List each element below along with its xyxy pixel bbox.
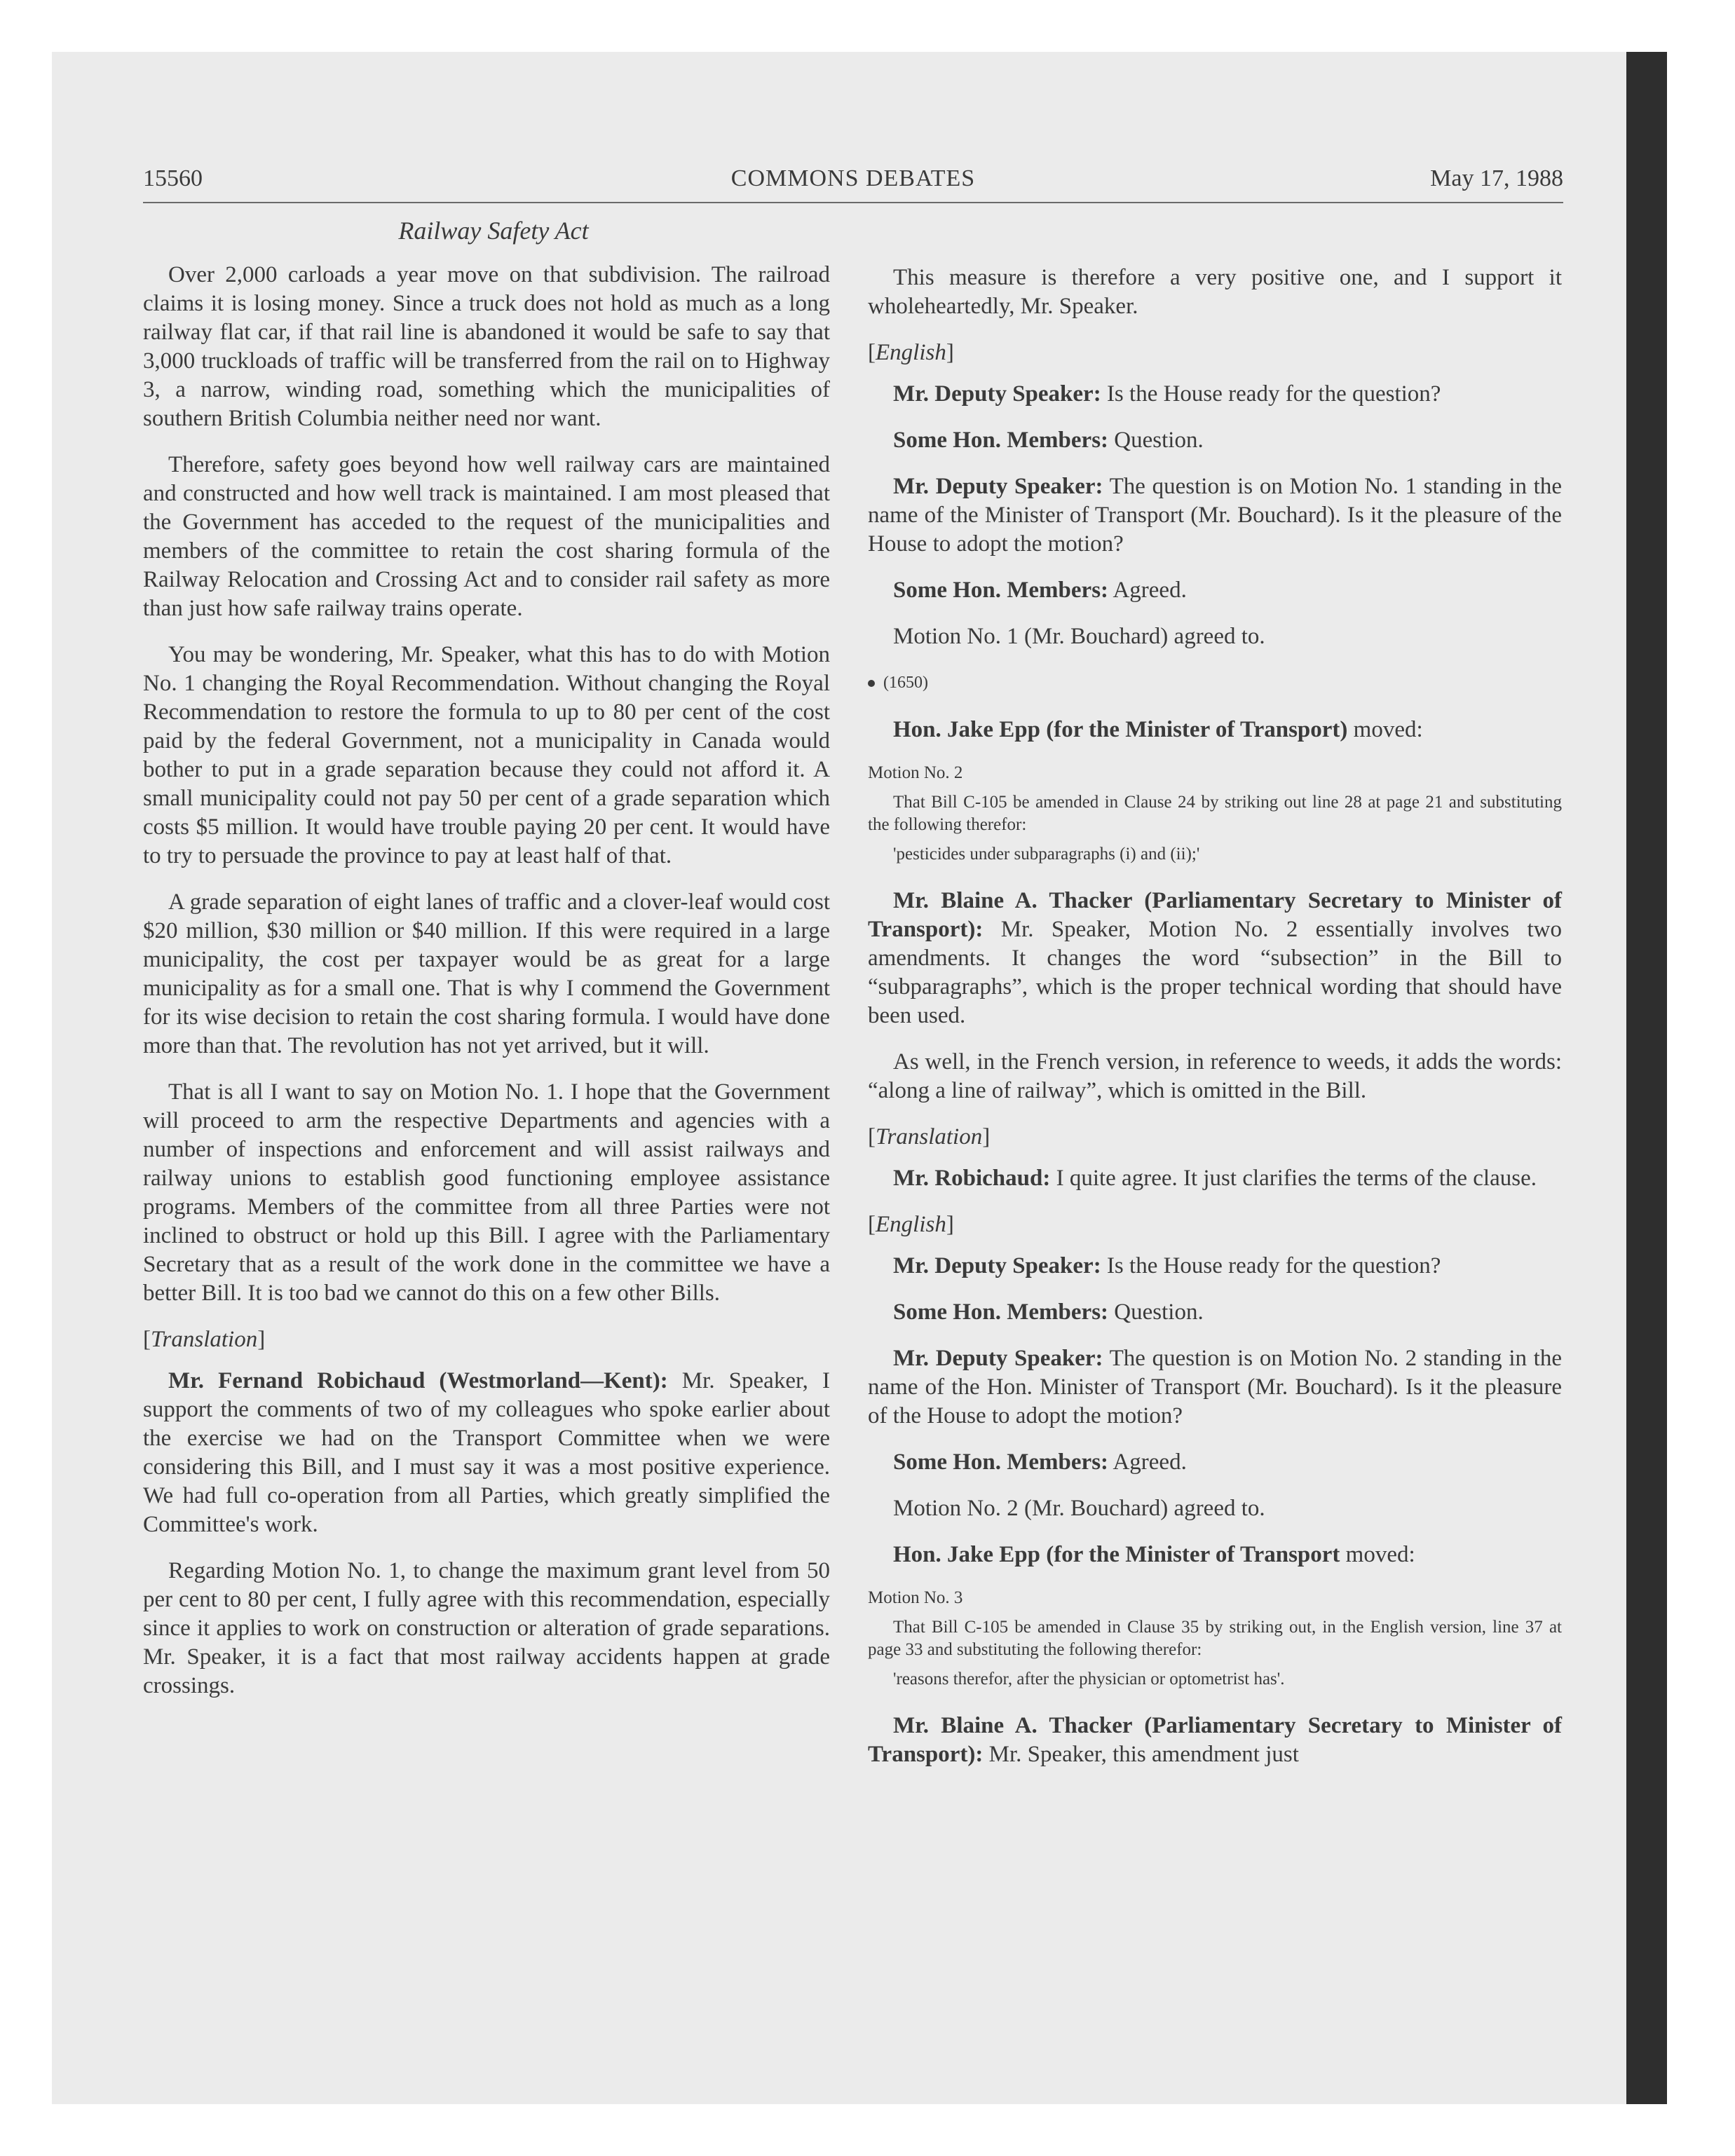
speaker-name: Mr. Fernand Robichaud (Westmorland—Kent): bbox=[168, 1368, 668, 1393]
speech-text: Question. bbox=[1108, 428, 1204, 453]
speaker-name: Mr. Robichaud: bbox=[893, 1166, 1051, 1191]
speaker-name: Mr. Deputy Speaker: bbox=[893, 1346, 1103, 1371]
paragraph: Regarding Motion No. 1, to change the maximum grant level from 50 per cent to 80 per cent, I fully agree with this recommendation, especially since it applies to work on construction or alteration of grade separations. Mr. Speaker, it is a fact that most railway accidents happen at grade crossings. bbox=[143, 1558, 830, 1698]
speech-paragraph bbox=[868, 1712, 1562, 1769]
speech-paragraph bbox=[868, 1541, 1562, 1569]
speech-paragraph bbox=[868, 426, 1562, 455]
speech-paragraph bbox=[143, 1367, 830, 1539]
speech-paragraph bbox=[868, 576, 1562, 605]
motion-quote: 'pesticides under subparagraphs (i) and (ii);' bbox=[893, 845, 1200, 864]
paragraph: This measure is therefore a very positive one, and I support it wholeheartedly, Mr. Speaker. bbox=[868, 265, 1562, 319]
speech-paragraph bbox=[868, 472, 1562, 559]
speech-paragraph bbox=[868, 380, 1562, 409]
motion-label: Motion No. 3 bbox=[868, 1588, 963, 1607]
language-tag: [Translation] bbox=[143, 1327, 266, 1352]
speech-paragraph bbox=[868, 1298, 1562, 1327]
right-column bbox=[868, 264, 1562, 1787]
paragraph: As well, in the French version, in reference to weeds, it adds the words: “along a line of railway”, which is omitted in the Bill. bbox=[868, 1049, 1562, 1103]
left-column bbox=[143, 261, 830, 1718]
bullet-icon bbox=[868, 680, 875, 687]
speaker-name: Some Hon. Members: bbox=[893, 1449, 1109, 1475]
speech-paragraph bbox=[868, 887, 1562, 1030]
time-marker: (1650) bbox=[868, 669, 1562, 697]
paragraph: Therefore, safety goes beyond how well railway cars are maintained and constructed and how well track is maintained. I am most pleased that the Government has acceded to the request of the municipalities and members of the committee to retain the cost sharing formula of the Railway Relocation and Crossing Act and to consider rail safety as more than just how safe railway trains operate. bbox=[143, 452, 830, 621]
speaker-name: Some Hon. Members: bbox=[893, 578, 1109, 603]
speech-text: Agreed. bbox=[1108, 1449, 1187, 1475]
speech-text: Mr. Speaker, this amendment just bbox=[983, 1742, 1299, 1767]
speech-text: Mr. Speaker, Motion No. 2 essentially involves two amendments. It changes the word “subsection” in the Bill to “subparagraphs”, which is the proper technical wording that should have been used. bbox=[868, 917, 1562, 1028]
speaker-name: Some Hon. Members: bbox=[893, 428, 1109, 453]
speech-text: Is the House ready for the question? bbox=[1101, 381, 1441, 407]
speaker-name: Mr. Deputy Speaker: bbox=[893, 474, 1103, 499]
speech-paragraph bbox=[868, 1448, 1562, 1477]
speaker-name: Mr. Blaine A. Thacker (Parliamentary Secretary to Minister of Transport): bbox=[868, 888, 1562, 942]
paragraph: A grade separation of eight lanes of traffic and a clover-leaf would cost $20 million, $30 million or $40 million. If this were required in a large municipality, the cost per taxpayer would be as great for a large municipality as for a small one. That is why I commend the Government for its wise decision to retain the cost sharing formula. I would have done more than that. The revolution has not yet arrived, but it will. bbox=[143, 889, 830, 1058]
speech-text: Agreed. bbox=[1108, 578, 1187, 603]
paragraph: Motion No. 1 (Mr. Bouchard) agreed to. bbox=[893, 624, 1265, 649]
motion-label: Motion No. 2 bbox=[868, 763, 963, 782]
speaker-name: Mr. Deputy Speaker: bbox=[893, 1253, 1101, 1278]
speech-paragraph bbox=[868, 716, 1562, 744]
journal-title: COMMONS DEBATES bbox=[730, 165, 976, 191]
speech-paragraph bbox=[868, 1252, 1562, 1281]
motion-text: That Bill C-105 be amended in Clause 35 by striking out, in the English version, line 37 at page 33 and substituting the following therefor: bbox=[868, 1618, 1562, 1659]
speech-text: Mr. Speaker, I support the comments of two of my colleagues who spoke earlier about the exercise we had on the Transport Committee when we were considering this Bill, and I must say it was a most positive experience. We had full co-operation from all Parties, which greatly simplified the Committee's work. bbox=[143, 1368, 830, 1537]
speech-text: moved: bbox=[1340, 1542, 1415, 1567]
running-title: Railway Safety Act bbox=[398, 217, 589, 245]
page-date: May 17, 1988 bbox=[1430, 165, 1563, 191]
motion-text: That Bill C-105 be amended in Clause 24 by striking out line 28 at page 21 and substituting the following therefor: bbox=[868, 793, 1562, 834]
page-header bbox=[143, 165, 1563, 203]
paragraph: Over 2,000 carloads a year move on that subdivision. The railroad claims it is losing money. Since a truck does not hold as much as a long railway flat car, if that rail line is abandoned it would be safe to say that 3,000 truckloads of traffic will be transferred from the rail on to Highway 3, a narrow, winding road, something which the municipalities of southern British Columbia neither need nor want. bbox=[143, 262, 830, 431]
speaker-name: Mr. Blaine A. Thacker (Parliamentary Secretary to Minister of Transport): bbox=[868, 1713, 1562, 1767]
speaker-name: Mr. Deputy Speaker: bbox=[893, 381, 1101, 407]
paragraph: Motion No. 2 (Mr. Bouchard) agreed to. bbox=[893, 1496, 1265, 1521]
speaker-name: Some Hon. Members: bbox=[893, 1299, 1109, 1325]
language-tag: [English] bbox=[868, 1212, 954, 1237]
language-tag: [Translation] bbox=[868, 1124, 991, 1149]
speech-text: Is the House ready for the question? bbox=[1101, 1253, 1441, 1278]
speaker-name: Hon. Jake Epp (for the Minister of Transport) bbox=[893, 717, 1348, 742]
language-tag: [English] bbox=[868, 340, 954, 365]
speech-text: moved: bbox=[1347, 717, 1423, 742]
paragraph: You may be wondering, Mr. Speaker, what this has to do with Motion No. 1 changing the Royal Recommendation. Without changing the Royal Recommendation to restore the formula to up to 80 per cent of the cost paid by the federal Government, not a municipality in Canada would bother to put in a grade separation because they could not afford it. A small municipality could not pay 50 per cent of a grade separation which costs $5 million. It would have trouble paying 20 per cent. It would have to try to persuade the province to pay at least half of that. bbox=[143, 642, 830, 868]
speech-text: The question is on Motion No. 1 standing in the name of the Minister of Transport (Mr. Bouchard). Is it the pleasure of the House to adopt the motion? bbox=[868, 474, 1562, 557]
motion-quote: 'reasons therefor, after the physician or optometrist has'. bbox=[893, 1670, 1285, 1688]
speech-paragraph bbox=[868, 1164, 1562, 1193]
speech-text: Question. bbox=[1108, 1299, 1204, 1325]
speaker-name: Hon. Jake Epp (for the Minister of Transport bbox=[893, 1542, 1340, 1567]
speech-text: I quite agree. It just clarifies the terms of the clause. bbox=[1050, 1166, 1537, 1191]
speech-text: The question is on Motion No. 2 standing in the name of the Hon. Minister of Transport (Mr. Bouchard). Is it the pleasure of the House to adopt the motion? bbox=[868, 1346, 1562, 1428]
page-number: 15560 bbox=[143, 165, 203, 191]
scan-edge bbox=[1626, 52, 1667, 2104]
paragraph: That is all I want to say on Motion No. 1. I hope that the Government will proceed to arm the respective Departments and agencies with a number of inspections and enforcement and will assist railways and railway unions to establish good functioning employee assistance programs. Members of the committee from all three Parties were not inclined to obstruct or hold up this Bill. I agree with the Parliamentary Secretary that as a result of the work done in the committee we have a better Bill. It is too bad we cannot do this on a few other Bills. bbox=[143, 1079, 830, 1306]
speech-paragraph bbox=[868, 1344, 1562, 1431]
